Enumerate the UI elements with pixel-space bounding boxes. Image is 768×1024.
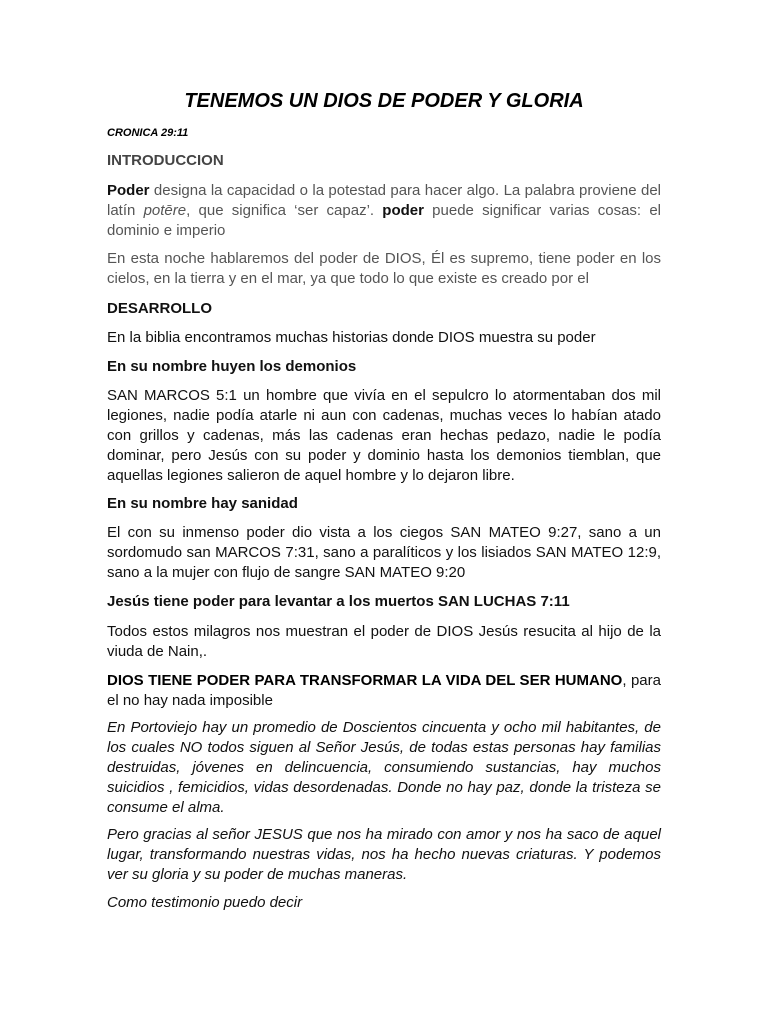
- subheading-demonios: En su nombre huyen los demonios: [107, 358, 357, 375]
- subheading-sanidad: En su nombre hay sanidad: [107, 495, 298, 512]
- statement-transformar: DIOS TIENE PODER PARA TRANSFORMAR LA VIDA DEL SER HUMANO, para el no hay nada imposible: [107, 672, 661, 709]
- intro-paragraph-2: En esta noche hablaremos del poder de DIOS, Él es supremo, tiene poder en los cielos, en la tierra y en el mar, ya que todo lo que existe es creado por el: [107, 250, 661, 287]
- intro-heading: INTRODUCCION: [107, 152, 224, 169]
- term-poder-2: poder: [382, 202, 424, 219]
- statement-bold: DIOS TIENE PODER PARA TRANSFORMAR LA VIDA DEL SER HUMANO: [107, 672, 623, 689]
- paragraph-milagros: Todos estos milagros nos muestran el poder de DIOS Jesús resucita al hijo de la viuda de Nain,.: [107, 623, 661, 660]
- latin-term: potēre: [143, 202, 187, 219]
- document-title: TENEMOS UN DIOS DE PODER Y GLORIA: [184, 90, 584, 112]
- paragraph-gracias: Pero gracias al señor JESUS que nos ha mirado con amor y nos ha saco de aquel lugar, transformando nuestras vidas, nos ha hecho nuevas criaturas. Y podemos ver su gloria y su poder de muchas maneras.: [107, 826, 661, 883]
- paragraph-portoviejo: En Portoviejo hay un promedio de Doscientos cincuenta y ocho mil habitantes, de los cuales NO todos siguen al Señor Jesús, de todas estas personas hay familias destruidas, jóvenes en delincuencia, consumiendo sustancias, hay muchos suicidios , femicidios, vidas desordenadas. Donde no hay paz, donde la tristeza se consume el alma.: [107, 719, 661, 816]
- desarrollo-heading: DESARROLLO: [107, 300, 212, 317]
- scripture-reference: CRONICA 29:11: [107, 127, 189, 139]
- paragraph-testimonio: Como testimonio puedo decir: [107, 894, 303, 911]
- intro-paragraph-1: Poder designa la capacidad o la potestad para hacer algo. La palabra proviene del latín potēre, que significa ‘ser capaz’. poder puede significar varias cosas: el dominio e imperio: [107, 182, 661, 239]
- subheading-resurreccion: Jesús tiene poder para levantar a los muertos SAN LUCHAS 7:11: [107, 593, 570, 610]
- desarrollo-paragraph-1: En la biblia encontramos muchas historias donde DIOS muestra su poder: [107, 329, 596, 346]
- paragraph-sanidad: El con su inmenso poder dio vista a los ciegos SAN MATEO 9:27, sano a un sordomudo san MARCOS 7:31, sano a paralíticos y los lisiados SAN MATEO 12:9, sano a la mujer con flujo de sangre SAN MATEO 9:20: [107, 524, 661, 581]
- term-poder: Poder: [107, 182, 150, 199]
- paragraph-san-marcos: SAN MARCOS 5:1 un hombre que vivía en el sepulcro lo atormentaban dos mil legiones, nadie podía atarle ni aun con cadenas, muchas veces lo habían atado con grillos y cadenas, más las cadenas eran hechas pedazo, nadie le podía dominar, pero Jesús con su poder y dominio hasta los demonios tiemblan, que aquellas legiones salieron de aquel hombre y lo dejaron libre.: [107, 387, 661, 484]
